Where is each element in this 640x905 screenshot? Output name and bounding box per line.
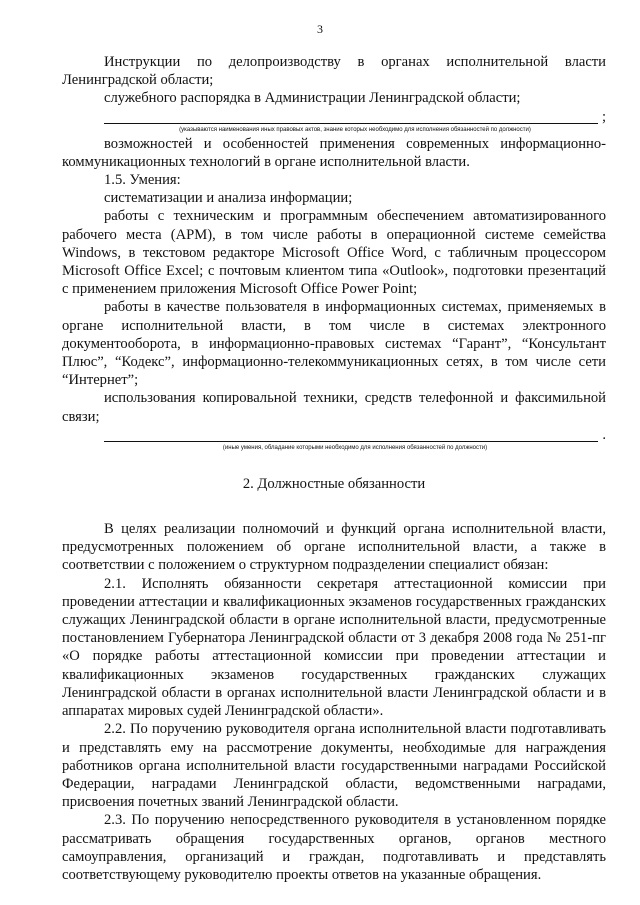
document-body: [62, 53, 606, 884]
paragraph: работы с техническим и программным обеспечением автоматизированного рабочего места (АРМ), в том числе работы в операционной системе семейства Windows, в текстовом редакторе Microsoft Office Word, с табличным процессором Microsoft Office Excel; с почтовым клиентом типа «Outlook», подготовки презентаций с применением приложения Microsoft Office Power Point;: [62, 208, 606, 298]
fill-in-line: [62, 110, 606, 126]
paragraph: В целях реализации полномочий и функций органа исполнительной власти, предусмотренных положением об органе исполнительной власти, а также в соответствии с положением о структурном подразделении специалист обязан:: [62, 521, 606, 574]
paragraph: 2.3. По поручению непосредственного руководителя в установленном порядке рассматривать обращения государственных органов, органов местного самоуправления, организаций и граждан, подготавливать и представлять соответствующему руководителю проекты ответов на указанные обращения.: [62, 812, 606, 883]
paragraph: возможностей и особенностей применения современных информационно-коммуникационных технологий в органе исполнительной власти.: [62, 135, 606, 170]
paragraph: работы в качестве пользователя в информационных системах, применяемых в органе исполнительной власти, в том числе в системах электронного документооборота, в информационно-правовых системах “Гарант”, “Консультант Плюс”, “Кодекс”, информационно-телекоммуникационных сетях, в том числе сети “Интернет”;: [62, 299, 606, 389]
subsection-heading: 1.5. Умения:: [104, 172, 181, 189]
section-title: 2. Должностные обязанности: [242, 475, 426, 492]
fill-in-line: [62, 428, 606, 444]
paragraph: использования копировальной техники, средств телефонной и факсимильной связи;: [62, 390, 606, 425]
fill-in-caption: (указываются наименования иных правовых актов, знание которых необходимо для исполнения обязанностей по должности): [179, 126, 531, 133]
underline-rule: [104, 441, 598, 442]
page-number: 3: [317, 22, 323, 36]
line-end-punctuation: .: [602, 426, 606, 443]
underline-rule: [104, 123, 598, 124]
paragraph: служебного распорядка в Администрации Ленинградской области;: [104, 90, 521, 107]
fill-in-caption: (иные умения, обладание которыми необходимо для исполнения обязанностей по должности): [222, 444, 488, 451]
paragraph: Инструкции по делопроизводству в органах исполнительной власти Ленинградской области;: [62, 54, 606, 89]
paragraph: систематизации и анализа информации;: [104, 190, 353, 207]
paragraph: 2.1. Исполнять обязанности секретаря аттестационной комиссии при проведении аттестации и квалификационных экзаменов государственных гражданских служащих Ленинградской области в органе исполнительной власти, предусмотренные постановлением Губернатора Ленинградской области от 3 декабря 2008 года № 251-пг «О порядке работы аттестационной комиссии при проведении аттестации и квалификационных экзаменов государственных гражданских служащих Ленинградской области в органах исполнительной власти Ленинградской области и в аппаратах мировых судей Ленинградской области».: [62, 575, 606, 720]
line-end-punctuation: ;: [601, 108, 606, 125]
paragraph: 2.2. По поручению руководителя органа исполнительной власти подготавливать и представлять ему на рассмотрение документы, необходимые для награждения работников органа исполнительной власти государственными наградами Российской Федерации, наградами Ленинградской области, ведомственными наградами, присвоения почетных званий Ленинградской области.: [62, 721, 606, 811]
